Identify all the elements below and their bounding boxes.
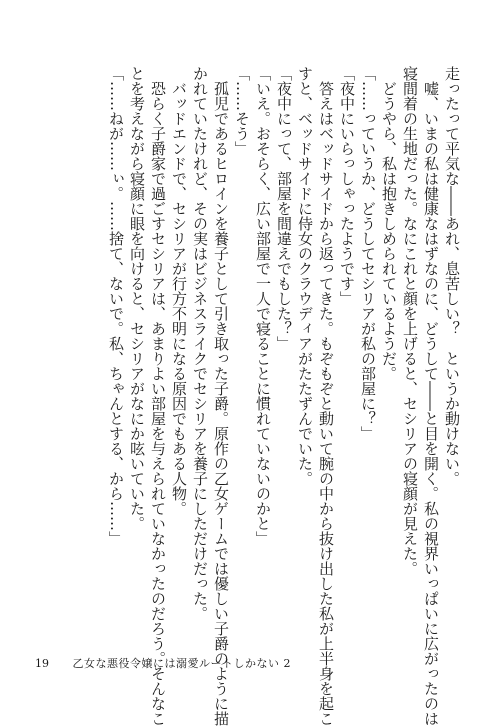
text-line: 孤児であるヒロインを養子として引き取った子爵。原作の乙女ゲームでは優しい子爵のように描 [212, 66, 230, 726]
text-line: 「夜中にって、部屋を間違えでもした？」 [275, 66, 293, 351]
text-line: 嘘、いまの私は健康なはずなのに、どうして――と目を開く。私の視界いっぱいに広がったのは [422, 66, 440, 726]
text-line: すと、ベッドサイドに侍女のクラウディアがたたずんでいた。 [296, 66, 314, 486]
page-number: 19 [35, 657, 49, 670]
page-footer [35, 655, 291, 671]
text-line: 「夜中にいらっしゃったようです」 [338, 66, 356, 306]
text-line: 寝間着の生地だった。なにこれと顔を上げると、セシリアの寝顔が見えた。 [401, 66, 419, 576]
text-line: とを考えながら寝顔に眼を向けると、セシリアがなにか呟いていた。 [128, 66, 146, 531]
text-line: 恐らく子爵家で過ごすセシリアは、あまりよい部屋を与えられていなかったのだろう。そんなこ [149, 66, 167, 726]
book-title: 乙女な悪役令嬢には溺愛ルートしかない 2 [72, 657, 291, 670]
text-line: 走ったって平気な――あれ、息苦しい？ というか動けない。 [443, 66, 461, 486]
text-line: どうやら、私は抱きしめられているようだ。 [380, 66, 398, 381]
text-line: かれていたけれど、その実はビジネスライクでセシリアを養子にしただけだった。 [191, 66, 209, 621]
text-line: 「いえ。おそらく、広い部屋で一人で寝ることに慣れていないのかと」 [254, 66, 272, 546]
text-line: 「……そう」 [233, 66, 251, 156]
text-line: 「……っていうか、どうしてセシリアが私の部屋に？」 [359, 66, 377, 441]
text-line: バッドエンドで、セシリアが行方不明になる原因でもある人物。 [170, 66, 188, 516]
text-line: 「……ねが……ぃ。……捨て、ないで。私、ちゃんとする、から……」 [107, 66, 125, 546]
text-line: 答えはベッドサイドから返ってきた。もぞもぞと動いて腕の中から抜け出した私が上半身を起こ [317, 66, 335, 726]
